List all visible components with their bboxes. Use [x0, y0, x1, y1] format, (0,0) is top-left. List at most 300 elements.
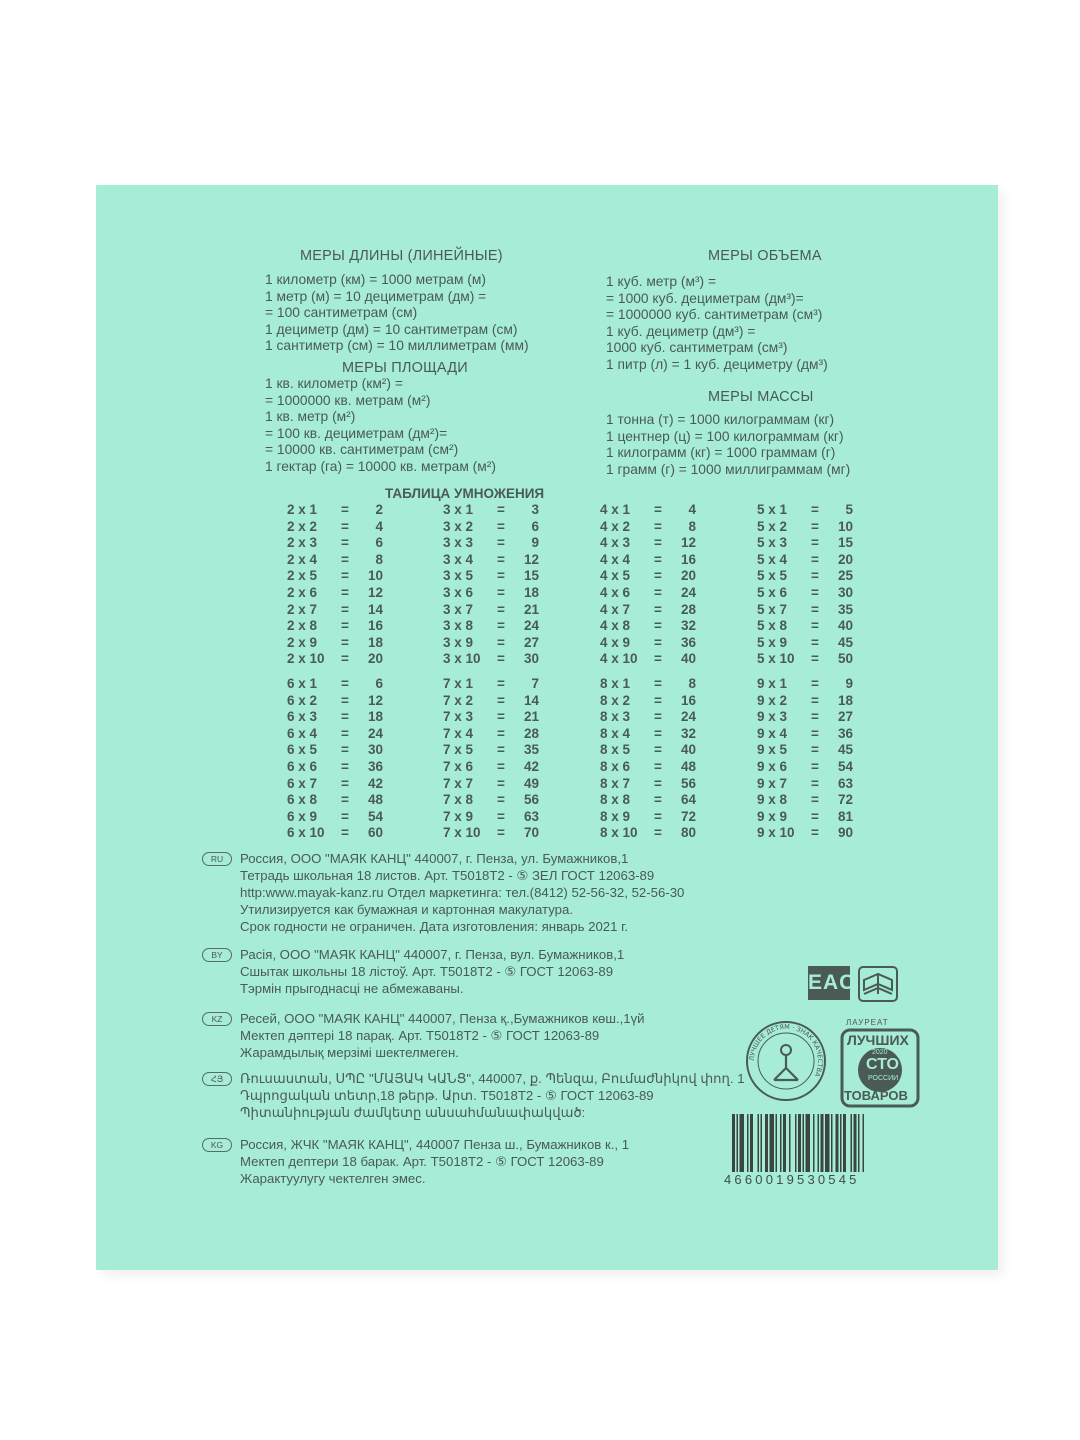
multiplication-row: [443, 676, 573, 693]
equals-sign: =: [654, 775, 662, 791]
quality-seal-text: ЛУЧШЕЕ ДЕТЯМ · ЗНАК КАЧЕСТВА: [747, 1022, 825, 1078]
volume-line: 1000 куб. сантиметрам (см³): [606, 340, 788, 355]
equals-sign: =: [341, 775, 349, 791]
multiplication-result: 35: [523, 742, 539, 758]
equals-sign: =: [497, 808, 505, 824]
volume-line: = 1000000 куб. сантиметрам (см³): [606, 307, 823, 322]
multiplication-result: 18: [367, 709, 383, 725]
multiplication-row: [287, 519, 417, 536]
multiplication-row: [757, 618, 887, 635]
multiplication-row: [757, 635, 887, 652]
equals-sign: =: [341, 502, 349, 517]
multiplication-row: [287, 618, 417, 635]
multiplication-expression: 5 x 6: [757, 584, 788, 600]
multiplication-row: [287, 776, 417, 793]
multiplication-row: [757, 709, 887, 726]
multiplication-expression: 2 x 8: [287, 618, 318, 634]
multiplication-expression: 9 x 2: [757, 692, 788, 708]
multiplication-row: [757, 552, 887, 569]
barcode-bar: [758, 1114, 760, 1172]
multiplication-result: 54: [367, 808, 383, 824]
award-middle: СТО: [866, 1056, 899, 1073]
multiplication-result: 6: [531, 518, 539, 534]
barcode-bar: [863, 1114, 865, 1172]
multiplication-row: [757, 742, 887, 759]
barcode-bar: [776, 1114, 778, 1172]
multiplication-expression: 8 x 1: [600, 675, 631, 691]
award-year: 2020: [872, 1049, 888, 1056]
volume-line: 1 питр (л) = 1 куб. дециметру (дм³): [606, 356, 828, 372]
multiplication-result: 2: [375, 502, 383, 517]
multiplication-expression: 7 x 8: [443, 792, 474, 808]
multiplication-row: [757, 535, 887, 552]
barcode-bar: [789, 1114, 791, 1172]
equals-sign: =: [497, 675, 505, 691]
multiplication-result: 21: [523, 709, 539, 725]
multiplication-result: 20: [680, 568, 696, 584]
equals-sign: =: [811, 775, 819, 791]
barcode-bar: [843, 1114, 846, 1172]
multiplication-expression: 2 x 4: [287, 551, 318, 567]
equals-sign: =: [341, 535, 349, 551]
barcode-bar: [858, 1114, 860, 1172]
multiplication-expression: 3 x 1: [443, 502, 474, 517]
equals-sign: =: [341, 518, 349, 534]
multiplication-expression: 9 x 3: [757, 709, 788, 725]
barcode-icon: [730, 1114, 910, 1172]
multiplication-result: 16: [680, 692, 696, 708]
multiplication-expression: 6 x 4: [287, 725, 318, 741]
multiplication-result: 5: [845, 502, 853, 517]
multiplication-row: [757, 502, 887, 519]
multiplication-row: [757, 568, 887, 585]
multiplication-expression: 2 x 5: [287, 568, 318, 584]
label-line: http:www.mayak-kanz.ru Отдел маркетинга: тел.(8412) 52-56-32, 52-56-30: [240, 885, 685, 900]
multiplication-result: 35: [837, 601, 853, 617]
country-code-badge: KZ: [202, 1012, 232, 1026]
multiplication-row: [443, 635, 573, 652]
equals-sign: =: [341, 825, 349, 841]
multiplication-result: 16: [367, 618, 383, 634]
equals-sign: =: [497, 758, 505, 774]
multiplication-expression: 4 x 10: [600, 651, 638, 667]
length-line: = 100 сантиметрам (см): [265, 305, 418, 320]
equals-sign: =: [654, 808, 662, 824]
multiplication-result: 70: [523, 825, 539, 841]
multiplication-result: 8: [375, 551, 383, 567]
multiplication-expression: 7 x 9: [443, 808, 474, 824]
multiplication-expression: 8 x 2: [600, 692, 631, 708]
equals-sign: =: [811, 709, 819, 725]
multiplication-expression: 8 x 5: [600, 742, 631, 758]
equals-sign: =: [341, 808, 349, 824]
multiplication-result: 64: [680, 792, 696, 808]
label-line: Расія, ООО "МАЯК КАНЦ" 440007, г. Пенза, вул. Бумажников,1: [240, 947, 625, 962]
equals-sign: =: [341, 651, 349, 667]
multiplication-result: 18: [367, 634, 383, 650]
multiplication-expression: 7 x 2: [443, 692, 474, 708]
volume-line: 1 куб. дециметр (дм³) =: [606, 323, 756, 339]
multiplication-row: [757, 759, 887, 776]
multiplication-result: 4: [688, 502, 696, 517]
barcode-bar: [761, 1114, 763, 1172]
mass-line: 1 грамм (г) = 1000 миллиграммам (мг): [606, 461, 851, 477]
equals-sign: =: [341, 551, 349, 567]
multiplication-row: [443, 602, 573, 619]
multiplication-result: 63: [523, 808, 539, 824]
multiplication-result: 20: [367, 651, 383, 667]
multiplication-row: [600, 809, 730, 826]
multiplication-expression: 7 x 3: [443, 709, 474, 725]
multiplication-expression: 4 x 6: [600, 584, 631, 600]
length-line: 1 километр (км) = 1000 метрам (м): [265, 272, 486, 287]
multiplication-expression: 9 x 4: [757, 725, 788, 741]
multiplication-group: [443, 676, 573, 842]
multiplication-result: 36: [837, 725, 853, 741]
multiplication-result: 32: [680, 725, 696, 741]
equals-sign: =: [497, 584, 505, 600]
barcode-bar: [831, 1114, 833, 1172]
barcode-bar: [770, 1114, 775, 1172]
multiplication-result: 24: [523, 618, 539, 634]
country-code-badge: KG: [202, 1138, 232, 1152]
barcode-bar: [783, 1114, 786, 1172]
multiplication-result: 8: [688, 675, 696, 691]
multiplication-expression: 6 x 3: [287, 709, 318, 725]
multiplication-expression: 2 x 6: [287, 584, 318, 600]
multiplication-row: [757, 809, 887, 826]
multiplication-expression: 7 x 7: [443, 775, 474, 791]
multiplication-expression: 2 x 9: [287, 634, 318, 650]
equals-sign: =: [654, 618, 662, 634]
equals-sign: =: [811, 601, 819, 617]
multiplication-result: 21: [523, 601, 539, 617]
multiplication-result: 25: [837, 568, 853, 584]
multiplication-row: [443, 742, 573, 759]
multiplication-result: 14: [367, 601, 383, 617]
multiplication-result: 10: [367, 568, 383, 584]
area-line: = 10000 кв. сантиметрам (см²): [265, 442, 459, 457]
equals-sign: =: [654, 692, 662, 708]
multiplication-expression: 3 x 7: [443, 601, 474, 617]
equals-sign: =: [654, 742, 662, 758]
multiplication-row: [600, 502, 730, 519]
equals-sign: =: [811, 584, 819, 600]
multiplication-expression: 3 x 10: [443, 651, 481, 667]
volume-lines: [606, 274, 828, 373]
barcode-bar: [818, 1114, 820, 1172]
multiplication-result: 28: [680, 601, 696, 617]
award-top: ЛУЧШИХ: [847, 1032, 909, 1048]
mass-title: МЕРЫ МАССЫ: [708, 389, 814, 405]
country-code-badge: ՀՅ: [202, 1072, 232, 1086]
multiplication-expression: 5 x 4: [757, 551, 788, 567]
multiplication-row: [600, 519, 730, 536]
multiplication-result: 6: [375, 675, 383, 691]
award-badge: [840, 1018, 920, 1108]
multiplication-result: 15: [837, 535, 853, 551]
multiplication-result: 54: [837, 758, 853, 774]
multiplication-row: [600, 552, 730, 569]
multiplication-result: 72: [680, 808, 696, 824]
multiplication-expression: 9 x 6: [757, 758, 788, 774]
equals-sign: =: [341, 692, 349, 708]
label-line: Мектеп дәптері 18 парақ. Арт. Т5018Т2 - ⑤ ГОСТ 12063-89: [240, 1028, 600, 1043]
multiplication-result: 42: [523, 758, 539, 774]
multiplication-result: 36: [680, 634, 696, 650]
multiplication-expression: 4 x 1: [600, 502, 631, 517]
equals-sign: =: [341, 758, 349, 774]
multiplication-row: [600, 568, 730, 585]
multiplication-result: 27: [837, 709, 853, 725]
multiplication-result: 45: [837, 634, 853, 650]
multiplication-result: 30: [523, 651, 539, 667]
area-title: МЕРЫ ПЛОЩАДИ: [342, 360, 468, 376]
barcode-number: 4660019530545: [724, 1172, 860, 1187]
label-line: Ресей, ООО "МАЯК КАНЦ" 440007, Пенза қ.,Бумажников көш.,1үй: [240, 1011, 645, 1026]
equals-sign: =: [497, 825, 505, 841]
label-line: Жарамдылық мерзімі шектелмеген.: [240, 1045, 459, 1060]
quality-seal-icon: [744, 1016, 828, 1106]
multiplication-row: [287, 602, 417, 619]
equals-sign: =: [811, 808, 819, 824]
multiplication-result: 48: [367, 792, 383, 808]
multiplication-row: [600, 585, 730, 602]
label-line: Тэрмін прыгоднасці не абмежаваны.: [240, 981, 464, 996]
multiplication-row: [287, 585, 417, 602]
equals-sign: =: [811, 825, 819, 841]
barcode-bar: [737, 1114, 739, 1172]
multiplication-row: [443, 618, 573, 635]
multiplication-group: [443, 502, 573, 668]
equals-sign: =: [497, 568, 505, 584]
barcode-bar: [825, 1114, 830, 1172]
equals-sign: =: [497, 618, 505, 634]
multiplication-group: [600, 502, 730, 668]
award-bottom: ТОВАРОВ: [844, 1088, 908, 1103]
multiplication-result: 32: [680, 618, 696, 634]
multiplication-row: [443, 825, 573, 842]
multiplication-row: [757, 651, 887, 668]
label-line: Պիտանիության ժամկետը անսահմանափակված:: [240, 1105, 586, 1120]
multiplication-group: [287, 502, 417, 668]
multiplication-row: [757, 792, 887, 809]
multiplication-row: [757, 776, 887, 793]
multiplication-expression: 2 x 1: [287, 502, 318, 517]
equals-sign: =: [654, 651, 662, 667]
multiplication-result: 72: [837, 792, 853, 808]
area-line: 1 кв. километр (км²) =: [265, 376, 403, 391]
equals-sign: =: [811, 675, 819, 691]
equals-sign: =: [654, 568, 662, 584]
barcode-bar: [765, 1114, 768, 1172]
multiplication-row: [287, 693, 417, 710]
multiplication-row: [443, 585, 573, 602]
multiplication-column: [600, 502, 730, 850]
multiplication-result: 56: [523, 792, 539, 808]
equals-sign: =: [341, 709, 349, 725]
equals-sign: =: [654, 758, 662, 774]
multiplication-result: 9: [845, 675, 853, 691]
barcode-bar: [740, 1114, 745, 1172]
multiplication-result: 36: [367, 758, 383, 774]
label-line: Россия, ООО "МАЯК КАНЦ" 440007, г. Пенза, ул. Бумажников,1: [240, 851, 629, 866]
multiplication-result: 30: [367, 742, 383, 758]
multiplication-group: [757, 502, 887, 668]
label-line: Жарактуулугу чектелген эмес.: [240, 1171, 426, 1186]
multiplication-group: [757, 676, 887, 842]
label-line: Россия, ЖЧК "МАЯК КАНЦ", 440007 Пенза ш., Бумажников к., 1: [240, 1137, 630, 1152]
equals-sign: =: [341, 601, 349, 617]
multiplication-expression: 3 x 2: [443, 518, 474, 534]
label-line: Ռուսաստան, ՍՊԸ "ՄԱՅԱԿ ԿԱՆՑ", 440007, ք. Պենզա, Բումաժնիկով փող. 1: [240, 1071, 745, 1086]
multiplication-row: [443, 568, 573, 585]
equals-sign: =: [497, 709, 505, 725]
multiplication-expression: 7 x 5: [443, 742, 474, 758]
multiplication-result: 63: [837, 775, 853, 791]
multiplication-row: [287, 502, 417, 519]
multiplication-expression: 7 x 1: [443, 675, 474, 691]
multiplication-row: [757, 825, 887, 842]
multiplication-expression: 9 x 1: [757, 675, 788, 691]
multiplication-expression: 9 x 10: [757, 825, 795, 841]
multiplication-row: [443, 651, 573, 668]
multiplication-result: 12: [523, 551, 539, 567]
multiplication-result: 8: [688, 518, 696, 534]
equals-sign: =: [341, 742, 349, 758]
multiplication-row: [600, 792, 730, 809]
multiplication-expression: 8 x 10: [600, 825, 638, 841]
multiplication-row: [600, 535, 730, 552]
multiplication-expression: 3 x 6: [443, 584, 474, 600]
label-line: Тетрадь школьная 18 листов. Арт. Т5018Т2 - ⑤ ЗЕЛ ГОСТ 12063-89: [240, 868, 655, 883]
length-title: МЕРЫ ДЛИНЫ (ЛИНЕЙНЫЕ): [300, 248, 503, 264]
multiplication-expression: 5 x 3: [757, 535, 788, 551]
multiplication-result: 49: [523, 775, 539, 791]
multiplication-result: 45: [837, 742, 853, 758]
equals-sign: =: [497, 775, 505, 791]
multiplication-row: [287, 651, 417, 668]
barcode-bar: [806, 1114, 811, 1172]
multiplication-expression: 9 x 7: [757, 775, 788, 791]
multiplication-row: [757, 602, 887, 619]
equals-sign: =: [654, 675, 662, 691]
multiplication-expression: 6 x 5: [287, 742, 318, 758]
length-line: 1 метр (м) = 10 дециметрам (дм) =: [265, 288, 487, 304]
equals-sign: =: [497, 518, 505, 534]
multiplication-result: 18: [837, 692, 853, 708]
multiplication-row: [443, 693, 573, 710]
barcode-bar: [851, 1114, 853, 1172]
multiplication-row: [757, 676, 887, 693]
multiplication-row: [443, 759, 573, 776]
multiplication-result: 10: [837, 518, 853, 534]
equals-sign: =: [654, 725, 662, 741]
area-line: 1 кв. метр (м²): [265, 409, 356, 424]
multiplication-result: 6: [375, 535, 383, 551]
label-line: Срок годности не ограничен. Дата изготовления: январь 2021 г.: [240, 919, 628, 934]
multiplication-expression: 6 x 8: [287, 792, 318, 808]
multiplication-expression: 6 x 10: [287, 825, 325, 841]
multiplication-row: [287, 825, 417, 842]
multiplication-expression: 8 x 9: [600, 808, 631, 824]
equals-sign: =: [811, 692, 819, 708]
multiplication-expression: 6 x 9: [287, 808, 318, 824]
mass-line: 1 тонна (т) = 1000 килограммам (кг): [606, 412, 835, 427]
multiplication-expression: 5 x 1: [757, 502, 788, 517]
multiplication-result: 12: [367, 584, 383, 600]
multiplication-row: [600, 825, 730, 842]
multiplication-result: 60: [367, 825, 383, 841]
equals-sign: =: [497, 742, 505, 758]
equals-sign: =: [654, 502, 662, 517]
length-lines: [265, 272, 529, 355]
length-line: 1 дециметр (дм) = 10 сантиметрам (см): [265, 321, 518, 337]
equals-sign: =: [811, 568, 819, 584]
multiplication-expression: 8 x 8: [600, 792, 631, 808]
multiplication-result: 28: [523, 725, 539, 741]
multiplication-expression: 4 x 2: [600, 518, 631, 534]
multiplication-expression: 2 x 3: [287, 535, 318, 551]
barcode-bar: [803, 1114, 805, 1172]
area-line: 1 гектар (га) = 10000 кв. метрам (м²): [265, 458, 496, 474]
equals-sign: =: [341, 725, 349, 741]
equals-sign: =: [811, 502, 819, 517]
multiplication-expression: 3 x 9: [443, 634, 474, 650]
barcode-bar: [854, 1114, 857, 1172]
multiplication-row: [600, 651, 730, 668]
multiplication-expression: 5 x 5: [757, 568, 788, 584]
label-line: Сшытак школьны 18 лістоў. Арт. Т5018Т2 - ⑤ ГОСТ 12063-89: [240, 964, 614, 979]
multiplication-row: [600, 726, 730, 743]
multiplication-result: 81: [837, 808, 853, 824]
equals-sign: =: [497, 502, 505, 517]
equals-sign: =: [654, 634, 662, 650]
multiplication-expression: 5 x 2: [757, 518, 788, 534]
equals-sign: =: [654, 518, 662, 534]
equals-sign: =: [341, 675, 349, 691]
barcode-bar: [795, 1114, 797, 1172]
multiplication-result: 18: [523, 584, 539, 600]
multiplication-row: [443, 709, 573, 726]
equals-sign: =: [497, 725, 505, 741]
multiplication-result: 14: [523, 692, 539, 708]
multiplication-row: [600, 635, 730, 652]
multiplication-expression: 4 x 7: [600, 601, 631, 617]
equals-sign: =: [497, 601, 505, 617]
barcode-bar: [813, 1114, 815, 1172]
multiplication-result: 12: [680, 535, 696, 551]
equals-sign: =: [654, 792, 662, 808]
award-country: РОССИИ: [868, 1075, 899, 1082]
multiplication-row: [443, 792, 573, 809]
multiplication-expression: 3 x 4: [443, 551, 474, 567]
multiplication-row: [287, 635, 417, 652]
equals-sign: =: [341, 584, 349, 600]
multiplication-expression: 6 x 7: [287, 775, 318, 791]
multiplication-row: [757, 585, 887, 602]
multiplication-result: 40: [837, 618, 853, 634]
multiplication-result: 90: [837, 825, 853, 841]
multiplication-row: [287, 759, 417, 776]
multiplication-expression: 6 x 6: [287, 758, 318, 774]
multiplication-row: [443, 552, 573, 569]
equals-sign: =: [497, 535, 505, 551]
multiplication-result: 48: [680, 758, 696, 774]
multiplication-expression: 3 x 5: [443, 568, 474, 584]
multiplication-result: 24: [680, 709, 696, 725]
multiplication-row: [443, 519, 573, 536]
